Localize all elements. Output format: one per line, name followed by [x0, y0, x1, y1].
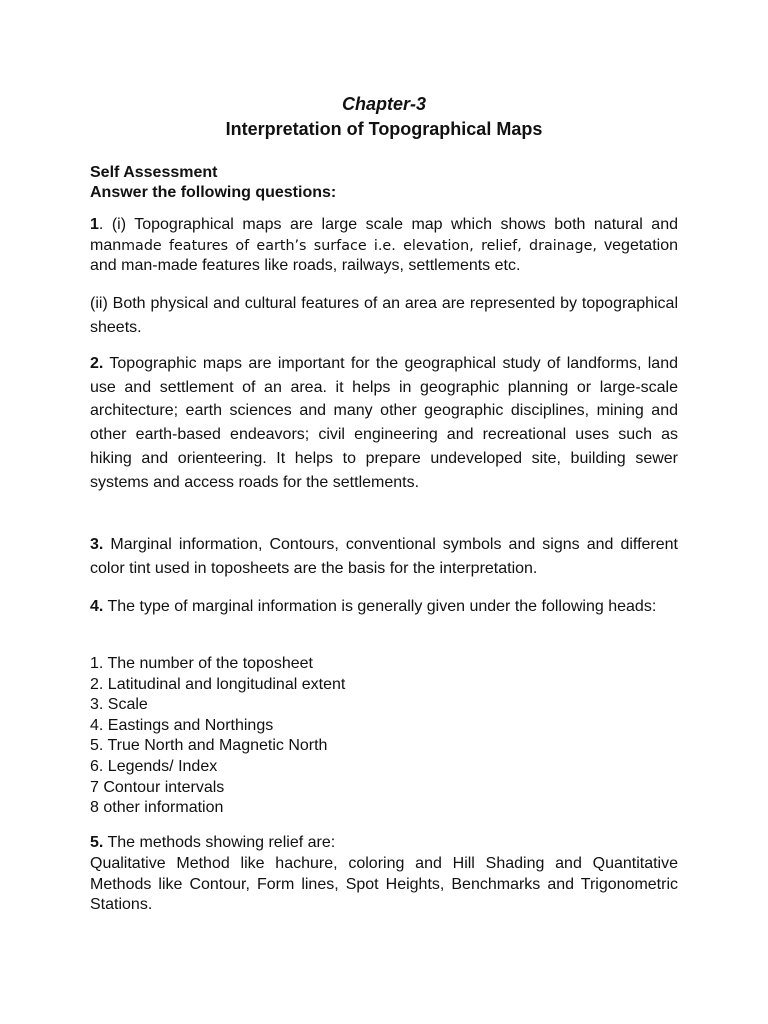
list-item: 8 other information: [90, 799, 224, 817]
answer-4: [90, 595, 678, 619]
answer-5-number: 5.: [90, 834, 104, 851]
list-item: 3. Scale: [90, 696, 148, 714]
answer-4-text: The type of marginal information is generally given under the following heads:: [103, 598, 657, 615]
marginal-info-list: [90, 654, 678, 819]
answer-2: [90, 352, 678, 494]
answer-1-number: 1: [90, 216, 99, 233]
list-item: 6. Legends/ Index: [90, 757, 218, 775]
answer-3-text: Marginal information, Contours, conventional symbols and signs and different color tint used in toposheets are the basis for the interpretation.: [90, 536, 678, 577]
list-item: 4. Eastings and Northings: [90, 716, 274, 734]
list-item: 7 Contour intervals: [90, 778, 225, 796]
answer-2-text: Topographic maps are important for the geographical study of landforms, land use and settlement of an area. it helps in geographic planning or large-scale architecture; earth sciences and many other geographic disciplines, mining and other earth-based endeavors; civil engineering and recreational uses such as hiking and orienteering. It helps to prepare undeveloped site, building sewer systems and access roads for the settlements.: [90, 355, 678, 491]
answer-3-number: 3.: [90, 536, 104, 553]
answer-5-intro: [90, 833, 678, 854]
list-item: 1. The number of the toposheet: [90, 655, 313, 672]
answer-4-number: 4.: [90, 598, 104, 615]
answer-5-detail: Qualitative Method like hachure, coloring and Hill Shading and Quantitative Methods like Contour, Form lines, Spot Heights, Benchmarks and Trigonometric Stations.: [90, 855, 678, 914]
chapter-label: Chapter-3: [341, 94, 426, 114]
answer-3: [90, 533, 678, 581]
instruction-heading: Answer the following questions:: [90, 184, 337, 201]
answer-1-part-2: (ii) Both physical and cultural features of an area are represented by topographical sheets.: [90, 295, 678, 336]
answer-2-number: 2.: [90, 355, 104, 372]
answer-1-text-b: made features of earth’s surface i.e. elevation, relief, drainage,: [121, 237, 597, 254]
self-assessment-heading: Self Assessment: [90, 164, 218, 181]
answer-5-text: The methods showing relief are:: [103, 834, 336, 851]
answer-1-part-1: [90, 215, 678, 277]
page-title: Interpretation of Topographical Maps: [225, 119, 543, 139]
self-assessment-block: [90, 163, 336, 203]
answer-1-text-a: . (i) Topographical maps are large scale map which shows both natural and man: [90, 216, 678, 254]
answer-1-text-c: vegetation and man-made features like roads, railways, settlements etc.: [90, 236, 678, 275]
list-item: 5. True North and Magnetic North: [90, 737, 328, 755]
list-item: 2. Latitudinal and longitudinal extent: [90, 675, 346, 693]
